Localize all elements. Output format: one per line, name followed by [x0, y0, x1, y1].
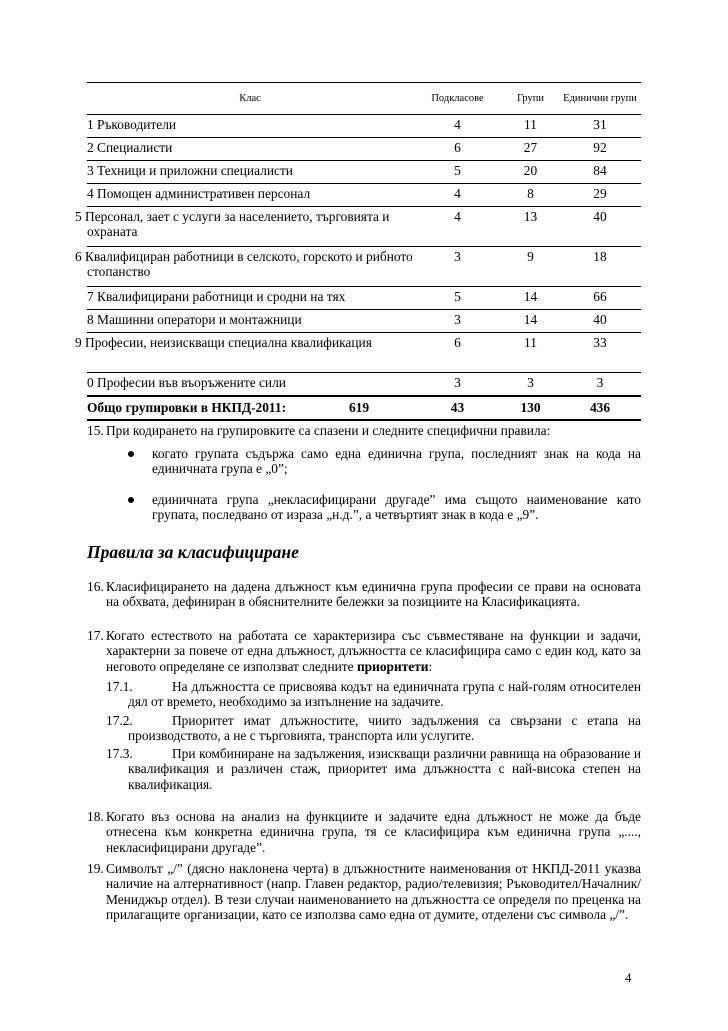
paragraph-16 [87, 579, 641, 610]
row-unit-groups: 84 [593, 163, 607, 178]
row-unit-groups: 33 [593, 335, 607, 350]
row-unit-groups: 18 [593, 249, 607, 264]
priorities-bold: приоритети [356, 658, 429, 674]
row-unit-groups: 3 [596, 375, 604, 390]
row-groups: 11 [524, 335, 537, 350]
table-row [87, 373, 641, 397]
row-subclasses: 6 [454, 140, 461, 155]
paragraph-number: 18. [87, 809, 104, 824]
header-groups: Групи [502, 83, 559, 115]
section-heading: Правила за класифициране [87, 542, 299, 562]
paragraph-15 [87, 423, 641, 438]
paragraph-text: При кодирането на групировките са спазени и следните специфични правила: [106, 423, 551, 438]
row-name: 7 Квалифицирани работници и сродни на тях [87, 289, 346, 304]
total-unit-groups: 436 [589, 400, 611, 415]
row-unit-groups: 40 [593, 209, 607, 224]
sub-item-text: Приоритет имат длъжностите, чиито задължения са свързани с етапа на производството, а не с търговията, транспорта или услугите. [128, 713, 641, 744]
table-row [87, 333, 641, 373]
row-groups: 14 [523, 312, 538, 327]
row-groups: 11 [524, 117, 537, 132]
paragraph-text: Символът „/” (дясно наклонена черта) в длъжностните наименования от НКПД-2011 указва наличие на алтернативност (напр. Главен редактор, радио/телевизия; Ръководител/Началник/Мениджър отдел). В тези случаи наименованието на длъжността се определя по преценка на прилагащите организации, като се използва само една от думите, отделени със символа „/”. [106, 861, 641, 923]
row-subclasses: 5 [454, 163, 461, 178]
row-name: 3 Техници и приложни специалисти [87, 163, 293, 178]
row-subclasses: 4 [454, 186, 461, 201]
row-groups: 27 [523, 140, 538, 155]
paragraph-text-tail: : [428, 658, 433, 674]
paragraph-number: 15. [87, 423, 104, 438]
table-total-row [87, 396, 641, 420]
sub-item-number: 17.2. [106, 713, 133, 728]
sub-item-17-3 [106, 746, 641, 792]
sub-item-number: 17.3. [106, 746, 133, 761]
row-groups: 9 [527, 249, 534, 264]
row-groups: 8 [527, 186, 534, 201]
paragraph-text: Класифицирането на дадена длъжност към единична група професии се прави на основата на обхвата, дефиниран в обяснителните бележки за позициите на Класификацията. [106, 579, 641, 610]
paragraph-18 [87, 809, 641, 855]
header-unit-groups: Единични групи [559, 83, 641, 115]
paragraph-text: Когато въз основа на анализ на функциите и задачите една длъжност не може да бъде отнесена към конкретна единична група, тя се класифицира към единична група „...., некласифицирани другаде”. [106, 809, 641, 855]
bullet-item: когато групата съдържа само една единична група, последният знак на кода на единичната група е „0”; [152, 446, 641, 477]
bullet-icon [128, 451, 134, 457]
row-unit-groups: 66 [593, 289, 607, 304]
row-subclasses: 3 [454, 312, 461, 327]
total-subclasses: 43 [450, 400, 465, 415]
row-unit-groups: 40 [593, 312, 607, 327]
paragraph-number: 19. [87, 861, 104, 876]
row-groups: 20 [523, 163, 538, 178]
row-unit-groups: 31 [593, 117, 607, 132]
row-name: 1 Ръководители [87, 117, 177, 132]
row-name: 2 Специалисти [87, 140, 173, 155]
table-row [87, 287, 641, 310]
total-groups: 130 [520, 400, 541, 415]
table-header-row [87, 83, 641, 115]
table-row [87, 184, 641, 207]
page-number: 4 [625, 970, 632, 985]
row-name: 6 Квалифициран работници в селското, горското и рибното стопанство [75, 249, 413, 279]
row-groups: 14 [523, 289, 538, 304]
total-label: Общо групировки в НКПД-2011: [87, 400, 287, 415]
paragraph-19 [87, 861, 641, 923]
table-row [87, 310, 641, 333]
row-subclasses: 3 [454, 375, 461, 390]
bullet-item: единичната група „некласифицирани другаде” има същото наименование като групата, последвано от израза „н.д.”, а четвъртият знак в кода е „9”. [152, 492, 641, 523]
table-row [87, 115, 641, 138]
header-class: Клас [87, 83, 413, 115]
paragraph-text-body: Когато естеството на работата се характеризира със съвместяване на функции и задачи, характерни за повече от една длъжност, длъжността се класифицира само с един код, като за неговото определяне се използват следните [106, 628, 641, 674]
sub-item-text: При комбиниране на задължения, изискващи различни равнища на образование и квалификация и различен стаж, приоритет има длъжността с най-висока степен на квалификация. [128, 746, 641, 792]
row-subclasses: 6 [454, 335, 461, 350]
paragraph-number: 16. [87, 579, 104, 594]
table-row [87, 161, 641, 184]
table-row [87, 138, 641, 161]
row-name: 0 Професии във въоръжените сили [87, 375, 286, 390]
sub-item-17-2 [106, 713, 641, 744]
row-unit-groups: 92 [593, 140, 607, 155]
sub-item-number: 17.1. [106, 679, 133, 694]
total-all: 619 [349, 400, 370, 415]
row-name: 8 Машинни оператори и монтажници [87, 312, 302, 327]
row-subclasses: 4 [454, 117, 461, 132]
paragraph-17 [87, 628, 641, 674]
row-name: 4 Помощен административен персонал [87, 186, 311, 201]
row-subclasses: 4 [454, 209, 461, 224]
table-row [87, 207, 641, 247]
row-name: 5 Персонал, зает с услуги за населението, търговията и охраната [75, 209, 390, 239]
bullet-icon [128, 497, 134, 503]
table-row [87, 247, 641, 287]
paragraph-text [87, 628, 641, 674]
row-groups: 3 [527, 375, 534, 390]
row-subclasses: 3 [454, 249, 461, 264]
paragraph-number: 17. [87, 628, 104, 643]
classification-table [75, 82, 641, 421]
row-name: 9 Професии, неизискващи специална квалификация [75, 335, 372, 350]
row-subclasses: 5 [454, 289, 461, 304]
total-cell [87, 396, 413, 420]
row-groups: 13 [523, 209, 538, 224]
header-subclasses: Подкласове [413, 83, 502, 115]
sub-item-17-1 [106, 679, 641, 710]
sub-item-text: На длъжността се присвоява кодът на единичната група с най-голям относителен дял от времето, необходимо за изпълнение на задачите. [128, 679, 641, 710]
row-unit-groups: 29 [593, 186, 607, 201]
